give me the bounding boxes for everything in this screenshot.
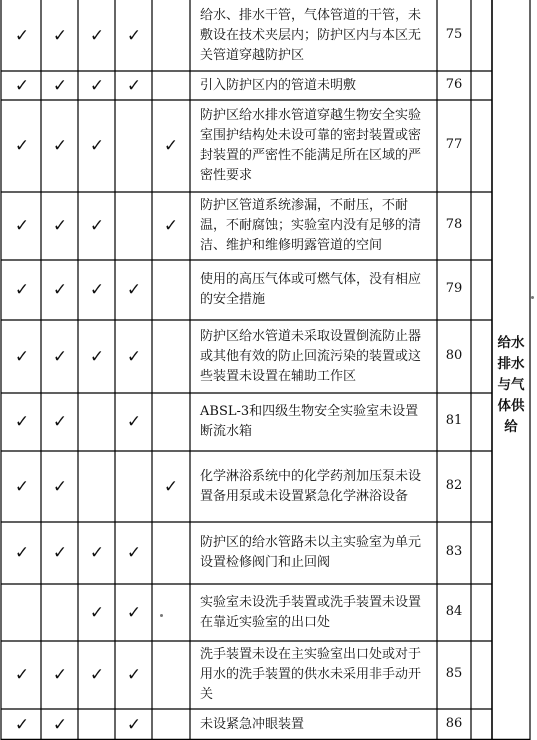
item-description: 实验室未设洗手装置或洗手装置未设置在靠近实验室的出口处 [200, 594, 422, 630]
check-mark: ✓ [52, 75, 68, 96]
item-description: 使用的高压气体或可燃气体，没有相应的安全措施 [200, 272, 422, 307]
scan-speck [531, 296, 534, 299]
check-mark: ✓ [52, 412, 68, 432]
check-mark: ✓ [14, 476, 30, 497]
item-description: 给水、排水干管，气体管道的干管，未敷设在技术夹层内；防护区内与本区无关管道穿越防护区 [200, 7, 422, 63]
check-mark: ✓ [52, 25, 68, 46]
item-number: 82 [445, 477, 463, 493]
item-number: 77 [445, 137, 463, 152]
check-mark: ✓ [14, 714, 30, 735]
check-mark: ✓ [163, 216, 179, 236]
check-mark: ✓ [126, 346, 142, 367]
check-mark: ✓ [126, 25, 142, 46]
item-description: 洗手装置未设在主实验室出口处或对于用水的洗手装置的供水未采用非手动开关 [200, 647, 422, 702]
check-mark: ✓ [126, 280, 142, 300]
item-description: 化学淋浴系统中的化学药剂加压泵未设置备用泵或未设置紧急化学淋浴设备 [200, 468, 422, 504]
check-mark: ✓ [14, 25, 30, 46]
scan-speck [160, 614, 163, 617]
check-mark: ✓ [126, 714, 142, 735]
item-description: 防护区管道系统渗漏，不耐压，不耐温，不耐腐蚀；实验室内没有足够的清洁、维护和维修明露管道的空间 [200, 198, 422, 253]
check-mark: ✓ [52, 665, 68, 685]
item-number: 80 [445, 347, 463, 363]
check-mark: ✓ [52, 476, 68, 497]
item-number: 85 [445, 666, 463, 681]
check-mark: ✓ [89, 602, 105, 623]
item-description: ABSL-3和四级生物安全实验室未设置断流水箱 [200, 404, 419, 439]
check-mark: ✓ [163, 136, 179, 156]
check-mark: ✓ [14, 216, 30, 236]
check-mark: ✓ [14, 665, 30, 685]
check-mark: ✓ [14, 412, 30, 432]
item-description: 防护区给水管道未采取设置倒流防止器或其他有效的防止回流污染的装置或这些装置未设置在辅助工作区 [200, 328, 422, 384]
item-number: 79 [445, 281, 463, 296]
item-number: 75 [445, 26, 463, 42]
item-description: 防护区的给水管路未以主实验室为单元设置检修阀门和止回阀 [200, 535, 422, 570]
check-mark: ✓ [14, 75, 30, 96]
check-mark: ✓ [52, 714, 68, 735]
check-mark: ✓ [89, 543, 105, 563]
category-cell: 给水排水与气体供给 [497, 335, 525, 435]
item-description: 引入防护区内的管道未明敷 [200, 77, 357, 93]
check-mark: ✓ [89, 280, 105, 300]
item-number: 84 [445, 603, 463, 619]
check-mark: ✓ [14, 136, 30, 156]
check-mark: ✓ [126, 75, 142, 96]
check-mark: ✓ [89, 216, 105, 236]
check-mark: ✓ [52, 543, 68, 563]
check-mark: ✓ [126, 412, 142, 432]
item-number: 83 [445, 544, 463, 559]
item-number: 78 [445, 217, 463, 232]
check-mark: ✓ [89, 75, 105, 96]
check-mark: ✓ [52, 136, 68, 156]
check-mark: ✓ [14, 543, 30, 563]
check-mark: ✓ [126, 665, 142, 685]
check-mark: ✓ [89, 346, 105, 367]
check-mark: ✓ [126, 602, 142, 623]
check-mark: ✓ [89, 136, 105, 156]
check-mark: ✓ [52, 216, 68, 236]
item-number: 86 [445, 715, 463, 731]
check-mark: ✓ [52, 280, 68, 300]
check-mark: ✓ [89, 665, 105, 685]
check-mark: ✓ [163, 476, 179, 497]
item-number: 76 [445, 76, 463, 92]
check-mark: ✓ [14, 346, 30, 367]
check-mark: ✓ [52, 346, 68, 367]
item-description: 未设紧急冲眼装置 [200, 716, 305, 732]
item-description: 防护区给水排水管道穿越生物安全实验室围护结构处未设可靠的密封装置或密封装置的严密性不能满足所在区域的严密性要求 [200, 108, 422, 183]
item-number: 81 [445, 413, 463, 428]
check-mark: ✓ [126, 543, 142, 563]
check-mark: ✓ [89, 25, 105, 46]
check-mark: ✓ [14, 280, 30, 300]
